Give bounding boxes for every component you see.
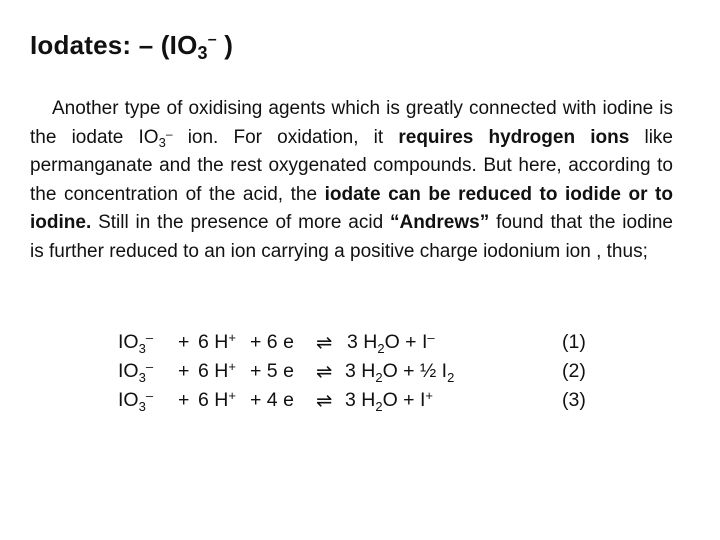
equation-electrons: + 5 e [250,360,294,382]
product-superscript: – [427,330,435,345]
reactant-superscript: – [145,330,154,345]
equation-hydrogen [198,389,236,412]
product-subscript: 2 [375,399,383,414]
product-text: 3 H [345,360,376,382]
paragraph-bold-text: “Andrews” [389,212,490,233]
equation-hydrogen [198,331,236,354]
equilibrium-arrow-icon: ⇌ [316,390,333,412]
title-close: ) [216,30,234,60]
body-paragraph [30,95,673,266]
paragraph-text: ion. For oxidation, it [172,126,399,148]
equation-plus: + [178,360,190,382]
equation-electrons: + 6 e [250,331,294,353]
paragraph-bold-text: iodate can be reduced to iodide or to iodine. [30,183,673,233]
product-text: O + ½ I [382,360,448,382]
slide-title [30,30,233,64]
product-text: O + I [384,331,428,353]
paragraph-text: Still in the presence of more acid [91,212,390,233]
hydrogen-superscript: + [228,330,236,345]
equation-products [347,331,435,354]
equation-plus: + [178,331,190,353]
hydrogen-text: 6 H [198,331,229,353]
equilibrium-arrow-icon: ⇌ [316,332,333,354]
reactant-superscript: – [145,388,154,403]
equation-plus: + [178,389,190,411]
paragraph-text: Another type of oxidising agents which is greatly connected with iodine is the iodate IO [30,98,673,148]
equation-reactant [118,331,153,354]
reactant-subscript: 3 [138,341,146,356]
title-superscript: – [207,31,217,48]
paragraph-subscript: 3 [158,134,166,150]
product-superscript: + [425,388,433,403]
product-subscript: 2 [377,341,385,356]
reactant-subscript: 3 [138,399,146,414]
reactant-subscript: 3 [138,370,146,385]
title-subscript: 3 [197,43,208,63]
equation-number: (2) [562,360,586,382]
title-text: Iodates: – (IO [30,30,198,60]
hydrogen-superscript: + [228,388,236,403]
reactant-superscript: – [145,359,154,374]
paragraph-text: found that the iodine is further reduced to an ion carrying a positive charge iodonium ion , thus; [30,212,673,262]
equation-hydrogen [198,360,236,383]
product-text: 3 H [345,389,376,411]
equation-products [345,360,454,383]
product-subscript: 2 [375,370,383,385]
paragraph-bold-text: requires hydrogen ions [398,126,630,148]
product-subscript: 2 [447,370,455,385]
equation-electrons: + 4 e [250,389,294,411]
paragraph-superscript: – [165,126,173,141]
product-text: 3 H [347,331,378,353]
paragraph-text: like permanganate and the rest oxygenated compounds. But here, according to the concentration of the acid, the [30,126,673,205]
hydrogen-text: 6 H [198,360,229,382]
equation-reactant [118,360,153,383]
equilibrium-arrow-icon: ⇌ [316,361,333,383]
reactant-text: IO [118,389,139,411]
hydrogen-superscript: + [228,359,236,374]
equation-number: (3) [562,389,586,411]
hydrogen-text: 6 H [198,389,229,411]
product-text: O + I [382,389,426,411]
equation-number: (1) [562,331,586,353]
equation-reactant [118,389,153,412]
reactant-text: IO [118,360,139,382]
reactant-text: IO [118,331,139,353]
equation-products [345,389,433,412]
